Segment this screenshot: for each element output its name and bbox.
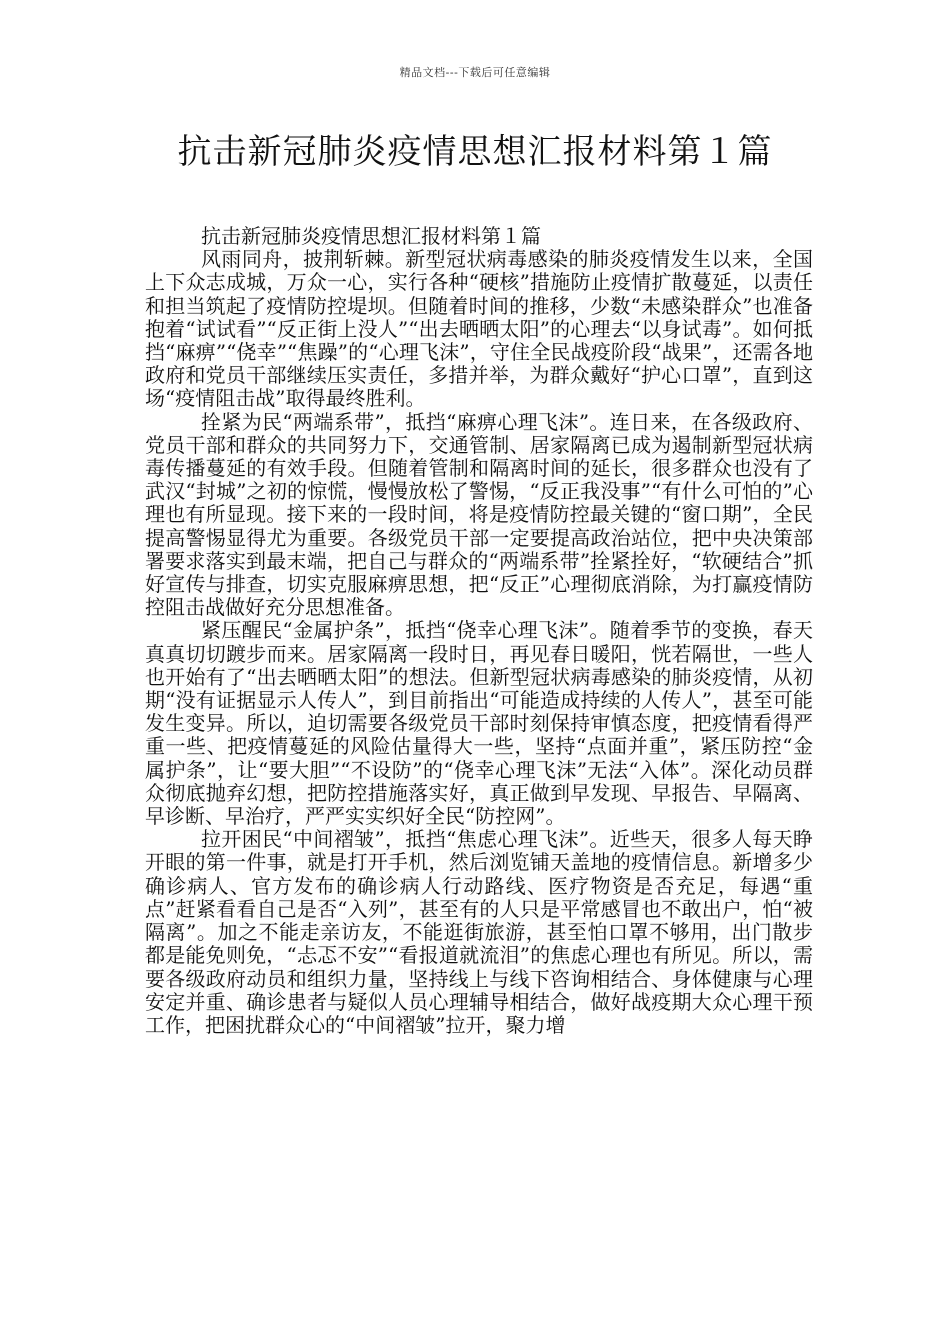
paragraph-section-3: 拉开困民“中间褶皱”，抵挡“焦虑心理飞沫”。近些天，很多人每天睁开眼的第一件事，就是打开手机，然后浏览铺天盖地的疫情信息。新增多少确诊病人、官方发布的确诊病人行动路线、医疗物资是否充足，每遇“重点”赶紧看看自己是否“入列”，甚至有的人只是平常感冒也不敢出户，怕“被隔离”。加之不能走亲访友，不能逛街旅游，甚至怕口罩不够用，出门散步都是能免则免，“忐忑不安”“看报道就流泪”的焦虑心理也有所见。所以，需要各级政府动员和组织力量，坚持线上与线下咨询相结合、身体健康与心理安定并重、确诊患者与疑似人员心理辅导相结合，做好战疫期大众心理干预工作，把困扰群众心的“中间褶皱”拉开，聚力增 (145, 827, 813, 1037)
paragraph-subtitle: 抗击新冠肺炎疫情思想汇报材料第１篇 (201, 224, 541, 248)
paragraph-section-2: 紧压醒民“金属护条”，抵挡“侥幸心理飞沫”。随着季节的变换，春天真真切切踱步而来。居家隔离一段时日，再见春日暖阳，恍若隔世，一些人也开始有了“出去晒晒太阳”的想法。但新型冠状病毒感染的肺炎疫情，从初期“没有证据显示人传人”，到目前指出“可能造成持续的人传人”，甚至可能发生变异。所以，迫切需要各级党员干部时刻保持审慎态度，把疫情看得严重一些、把疫情蔓延的风险估量得大一些，坚持“点面并重”，紧压防控“金属护条”，让“要大胆”“不设防”的“侥幸心理飞沫”无法“入体”。深化动员群众彻底抛弃幻想，把防控措施落实好，真正做到早发现、早报告、早隔离、早诊断、早治疗，严严实实织好全民“防控网”。 (145, 618, 813, 829)
document-title: 抗击新冠肺炎疫情思想汇报材料第１篇 (177, 132, 773, 172)
header-note: 精品文档---下载后可任意编辑 (399, 66, 551, 79)
paragraph-section-1: 拴紧为民“两端系带”，抵挡“麻痹心理飞沫”。连日来，在各级政府、党员干部和群众的共同努力下，交通管制、居家隔离已成为遏制新型冠状病毒传播蔓延的有效手段。但随着管制和隔离时间的延长，很多群众也没有了武汉“封城”之初的惊慌，慢慢放松了警惕，“反正我没事”“有什么可怕的”心理也有所显现。接下来的一段时间，将是疫情防控最关键的“窗口期”，全民提高警惕显得尤为重要。各级党员干部一定要提高政治站位，把中央决策部署要求落实到最末端，把自己与群众的“两端系带”拴紧拴好，“软硬结合”抓好宣传与排查，切实克服麻痹思想，把“反正”心理彻底消除，为打赢疫情防控阻击战做好充分思想准备。 (145, 409, 813, 620)
paragraph-intro: 风雨同舟，披荆斩棘。新型冠状病毒感染的肺炎疫情发生以来，全国上下众志成城，万众一心，实行各种“硬核”措施防止疫情扩散蔓延，以责任和担当筑起了疫情防控堤坝。但随着时间的推移，少数“未感染群众”也准备抱着“试试看”“反正街上没人”“出去晒晒太阳”的心理去“以身试毒”。如何抵挡“麻痹”“侥幸”“焦躁”的“心理飞沫”，守住全民战疫阶段“战果”，还需各地政府和党员干部继续压实责任，多措并举，为群众戴好“护心口罩”，直到这场“疫情阻击战”取得最终胜利。 (145, 247, 813, 411)
document-body (145, 225, 813, 1037)
